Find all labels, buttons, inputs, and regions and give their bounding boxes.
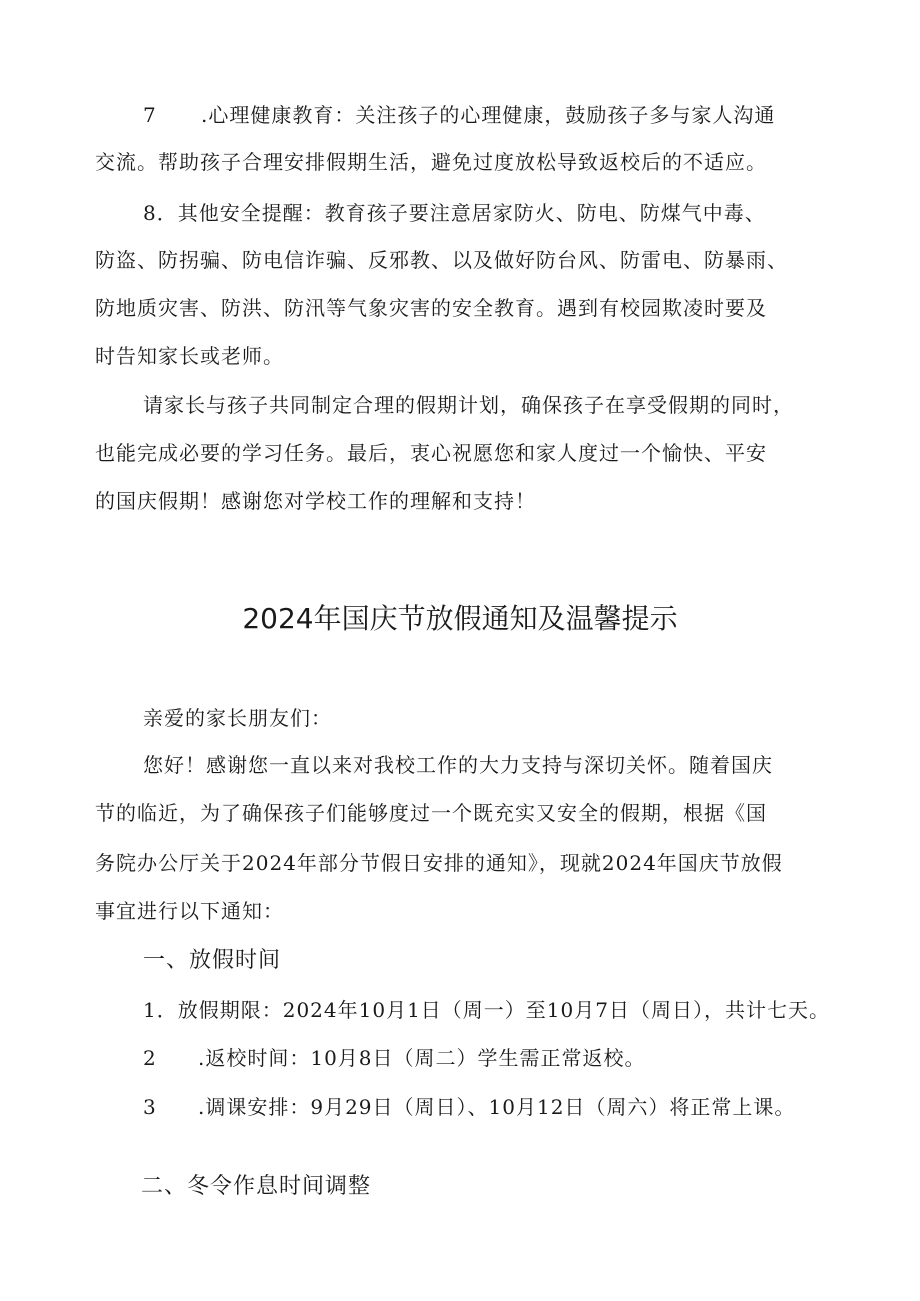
item-7-line-2: 交流。帮助孩子合理安排假期生活，避免过度放松导致返校后的不适应。: [95, 150, 767, 174]
list-item-text: .返校时间：10月8日（周二）学生需正常返校。: [198, 1046, 646, 1070]
list-item-return-date: [143, 1046, 646, 1070]
closing-line-3: 的国庆假期！感谢您对学校工作的理解和支持！: [95, 489, 536, 513]
list-item-holiday-period: 1．放假期限：2024年10月1日（周一）至10月7日（周日），共计七天。: [143, 998, 830, 1022]
list-item-number: 2: [143, 1046, 157, 1070]
item-8-line-1: 8．其他安全提醒：教育孩子要注意居家防火、防电、防煤气中毒、: [143, 201, 766, 225]
intro-line-4: 事宜进行以下通知：: [95, 899, 284, 923]
intro-line-1: 您好！感谢您一直以来对我校工作的大力支持与深切关怀。随着国庆: [143, 753, 773, 777]
page-title: 2024年国庆节放假通知及温馨提示: [242, 602, 678, 635]
section-heading-holiday-time: 一、放假时间: [143, 948, 282, 973]
closing-line-1: 请家长与孩子共同制定合理的假期计划，确保孩子在享受假期的同时，: [143, 393, 794, 417]
list-item-text: .调课安排：9月29日（周日）、10月12日（周六）将正常上课。: [198, 1095, 796, 1119]
item-8-line-3: 防地质灾害、防洪、防汛等气象灾害的安全教育。遇到有校园欺凌时要及: [95, 296, 767, 320]
item-7-text: .心理健康教育：关注孩子的心理健康，鼓励孩子多与家人沟通: [201, 103, 776, 127]
greeting: 亲爱的家长朋友们：: [143, 706, 332, 730]
list-item-class-adjustment: [143, 1095, 795, 1119]
intro-line-2: 节的临近，为了确保孩子们能够度过一个既充实又安全的假期，根据《国: [95, 801, 767, 825]
item-7-line-1: [143, 103, 775, 127]
item-8-line-2: 防盗、防拐骗、防电信诈骗、反邪教、以及做好防台风、防雷电、防暴雨、: [95, 248, 788, 272]
section-heading-winter-schedule: 二、冬令作息时间调整: [141, 1174, 372, 1199]
intro-line-3: 务院办公厅关于2024年部分节假日安排的通知》，现就2024年国庆节放假: [95, 851, 783, 875]
item-7-number: 7: [143, 103, 157, 127]
item-8-line-4: 时告知家长或老师。: [95, 344, 284, 368]
list-item-number: 3: [143, 1095, 157, 1119]
closing-line-2: 也能完成必要的学习任务。最后，衷心祝愿您和家人度过一个愉快、平安: [95, 441, 767, 465]
